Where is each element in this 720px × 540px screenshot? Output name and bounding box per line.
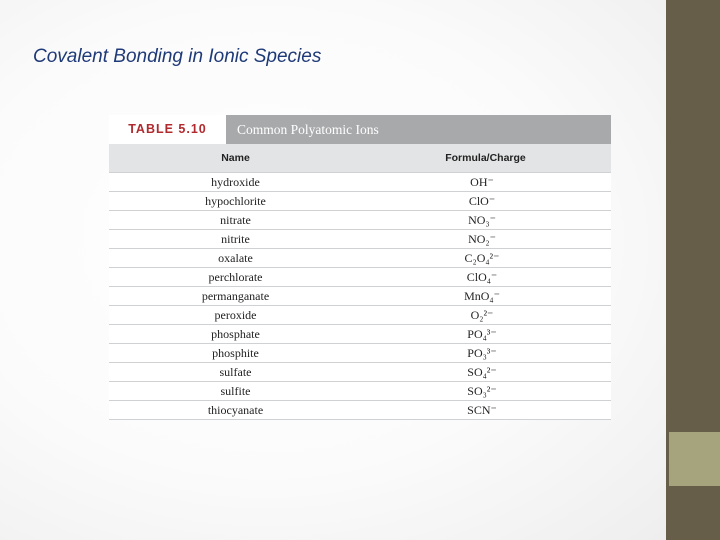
ion-name: phosphite bbox=[212, 346, 259, 360]
ion-name: thiocyanate bbox=[207, 403, 264, 417]
table-row bbox=[109, 230, 611, 249]
ion-name: hydroxide bbox=[211, 175, 260, 189]
ion-formula: MnO₄⁻ bbox=[464, 289, 500, 303]
ion-formula: PO₄³⁻ bbox=[467, 327, 497, 341]
ion-formula: NO₃⁻ bbox=[468, 213, 496, 227]
ion-formula: PO₃³⁻ bbox=[467, 346, 497, 360]
table-row bbox=[109, 363, 611, 382]
sidebar-accent-block bbox=[669, 432, 720, 486]
ion-formula: SO₃²⁻ bbox=[467, 384, 497, 398]
table-row bbox=[109, 287, 611, 306]
slide-title: Covalent Bonding in Ionic Species bbox=[33, 46, 322, 67]
ion-formula: SCN⁻ bbox=[467, 403, 497, 417]
ion-formula: O₂²⁻ bbox=[470, 308, 494, 322]
ion-name: sulfite bbox=[220, 384, 251, 398]
ion-name: oxalate bbox=[218, 251, 253, 265]
table-row bbox=[109, 211, 611, 230]
ion-name: nitrite bbox=[221, 232, 250, 246]
ion-formula: NO₂⁻ bbox=[468, 232, 496, 246]
table-row bbox=[109, 192, 611, 211]
ion-name: sulfate bbox=[219, 365, 252, 379]
ion-name: hypochlorite bbox=[205, 194, 266, 208]
table-header bbox=[109, 115, 611, 144]
ion-name: nitrate bbox=[220, 213, 251, 227]
ion-name: perchlorate bbox=[208, 270, 263, 284]
ion-formula: ClO⁻ bbox=[468, 194, 496, 208]
column-header-row bbox=[109, 144, 611, 173]
table-row bbox=[109, 401, 611, 420]
polyatomic-ions-table bbox=[109, 115, 611, 420]
table-caption: Common Polyatomic Ions bbox=[237, 122, 379, 137]
column-header-name: Name bbox=[221, 152, 250, 164]
table-number-label: TABLE 5.10 bbox=[109, 115, 226, 144]
column-header-formula: Formula/Charge bbox=[445, 152, 526, 164]
table-row bbox=[109, 306, 611, 325]
ion-name: permanganate bbox=[201, 289, 270, 303]
ion-formula: C₂O₄²⁻ bbox=[464, 251, 500, 265]
ion-formula: ClO₄⁻ bbox=[466, 270, 498, 284]
ion-formula: SO₄²⁻ bbox=[467, 365, 497, 379]
table-row bbox=[109, 249, 611, 268]
table-row bbox=[109, 173, 611, 192]
ion-formula: OH⁻ bbox=[470, 175, 494, 189]
table-row bbox=[109, 382, 611, 401]
table-row bbox=[109, 268, 611, 287]
table-row bbox=[109, 344, 611, 363]
ion-name: peroxide bbox=[214, 308, 257, 322]
table-row bbox=[109, 325, 611, 344]
ion-name: phosphate bbox=[211, 327, 260, 341]
table-body bbox=[109, 173, 611, 420]
